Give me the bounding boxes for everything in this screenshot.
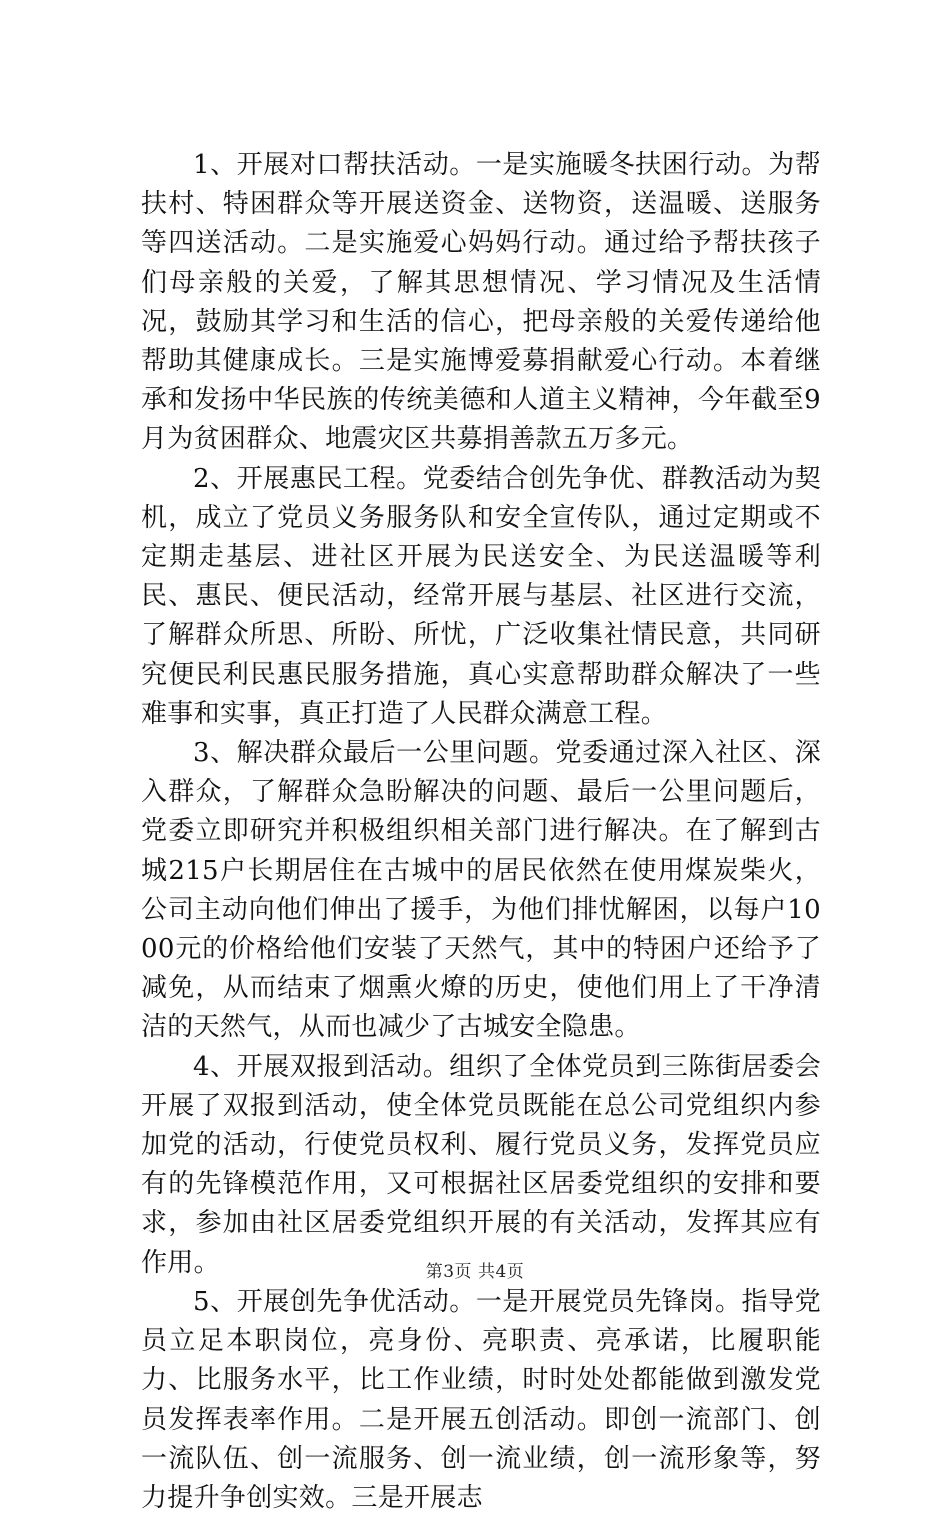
- paragraph-5: 5、开展创先争优活动。一是开展党员先锋岗。指导党员立足本职岗位，亮身份、亮职责、亮承诺，比履职能力、比服务水平，比工作业绩，时时处处都能做到激发党员发挥表率作用。二是开展五创活动。即创一流部门、创一流队伍、创一流服务、创一流业绩，创一流形象等，努力提升争创实效。三是开展志: [141, 1286, 821, 1513]
- paragraph-3: 3、解决群众最后一公里问题。党委通过深入社区、深入群众，了解群众急盼解决的问题、最后一公里问题后，党委立即研究并积极组织相关部门进行解决。在了解到古城215户长期居住在古城中的居民依然在使用煤炭柴火，公司主动向他们伸出了援手，为他们排忧解困，以每户1000元的价格给他们安装了天然气，其中的特困户还给予了减免，从而结束了烟熏火燎的历史，使他们用上了干净清洁的天然气，从而也减少了古城安全隐患。: [141, 738, 821, 1043]
- paragraph-1: 1、开展对口帮扶活动。一是实施暖冬扶困行动。为帮扶村、特困群众等开展送资金、送物资，送温暖、送服务等四送活动。二是实施爱心妈妈行动。通过给予帮扶孩子们母亲般的关爱，了解其思想情况、学习情况及生活情况，鼓励其学习和生活的信心，把母亲般的关爱传递给他帮助其健康成长。三是实施博爱募捐献爱心行动。本着继承和发扬中华民族的传统美德和人道主义精神，今年截至9月为贫困群众、地震灾区共募捐善款五万多元。: [141, 150, 821, 455]
- paragraph-2: 2、开展惠民工程。党委结合创先争优、群教活动为契机，成立了党员义务服务队和安全宣传队，通过定期或不定期走基层、进社区开展为民送安全、为民送温暖等利民、惠民、便民活动，经常开展与基层、社区进行交流，了解群众所思、所盼、所忧，广泛收集社情民意，共同研究便民利民惠民服务措施，真心实意帮助群众解决了一些难事和实事，真正打造了人民群众满意工程。: [141, 463, 821, 729]
- page-footer: 第3页 共4页: [425, 1262, 525, 1282]
- paragraph-4: 4、开展双报到活动。组织了全体党员到三陈街居委会开展了双报到活动，使全体党员既能在总公司党组织内参加党的活动，行使党员权利、履行党员义务，发挥党员应有的先锋模范作用，又可根据社区居委党组织的安排和要求，参加由社区居委党组织开展的有关活动，发挥其应有作用。: [141, 1051, 821, 1278]
- document-body: [141, 146, 821, 1518]
